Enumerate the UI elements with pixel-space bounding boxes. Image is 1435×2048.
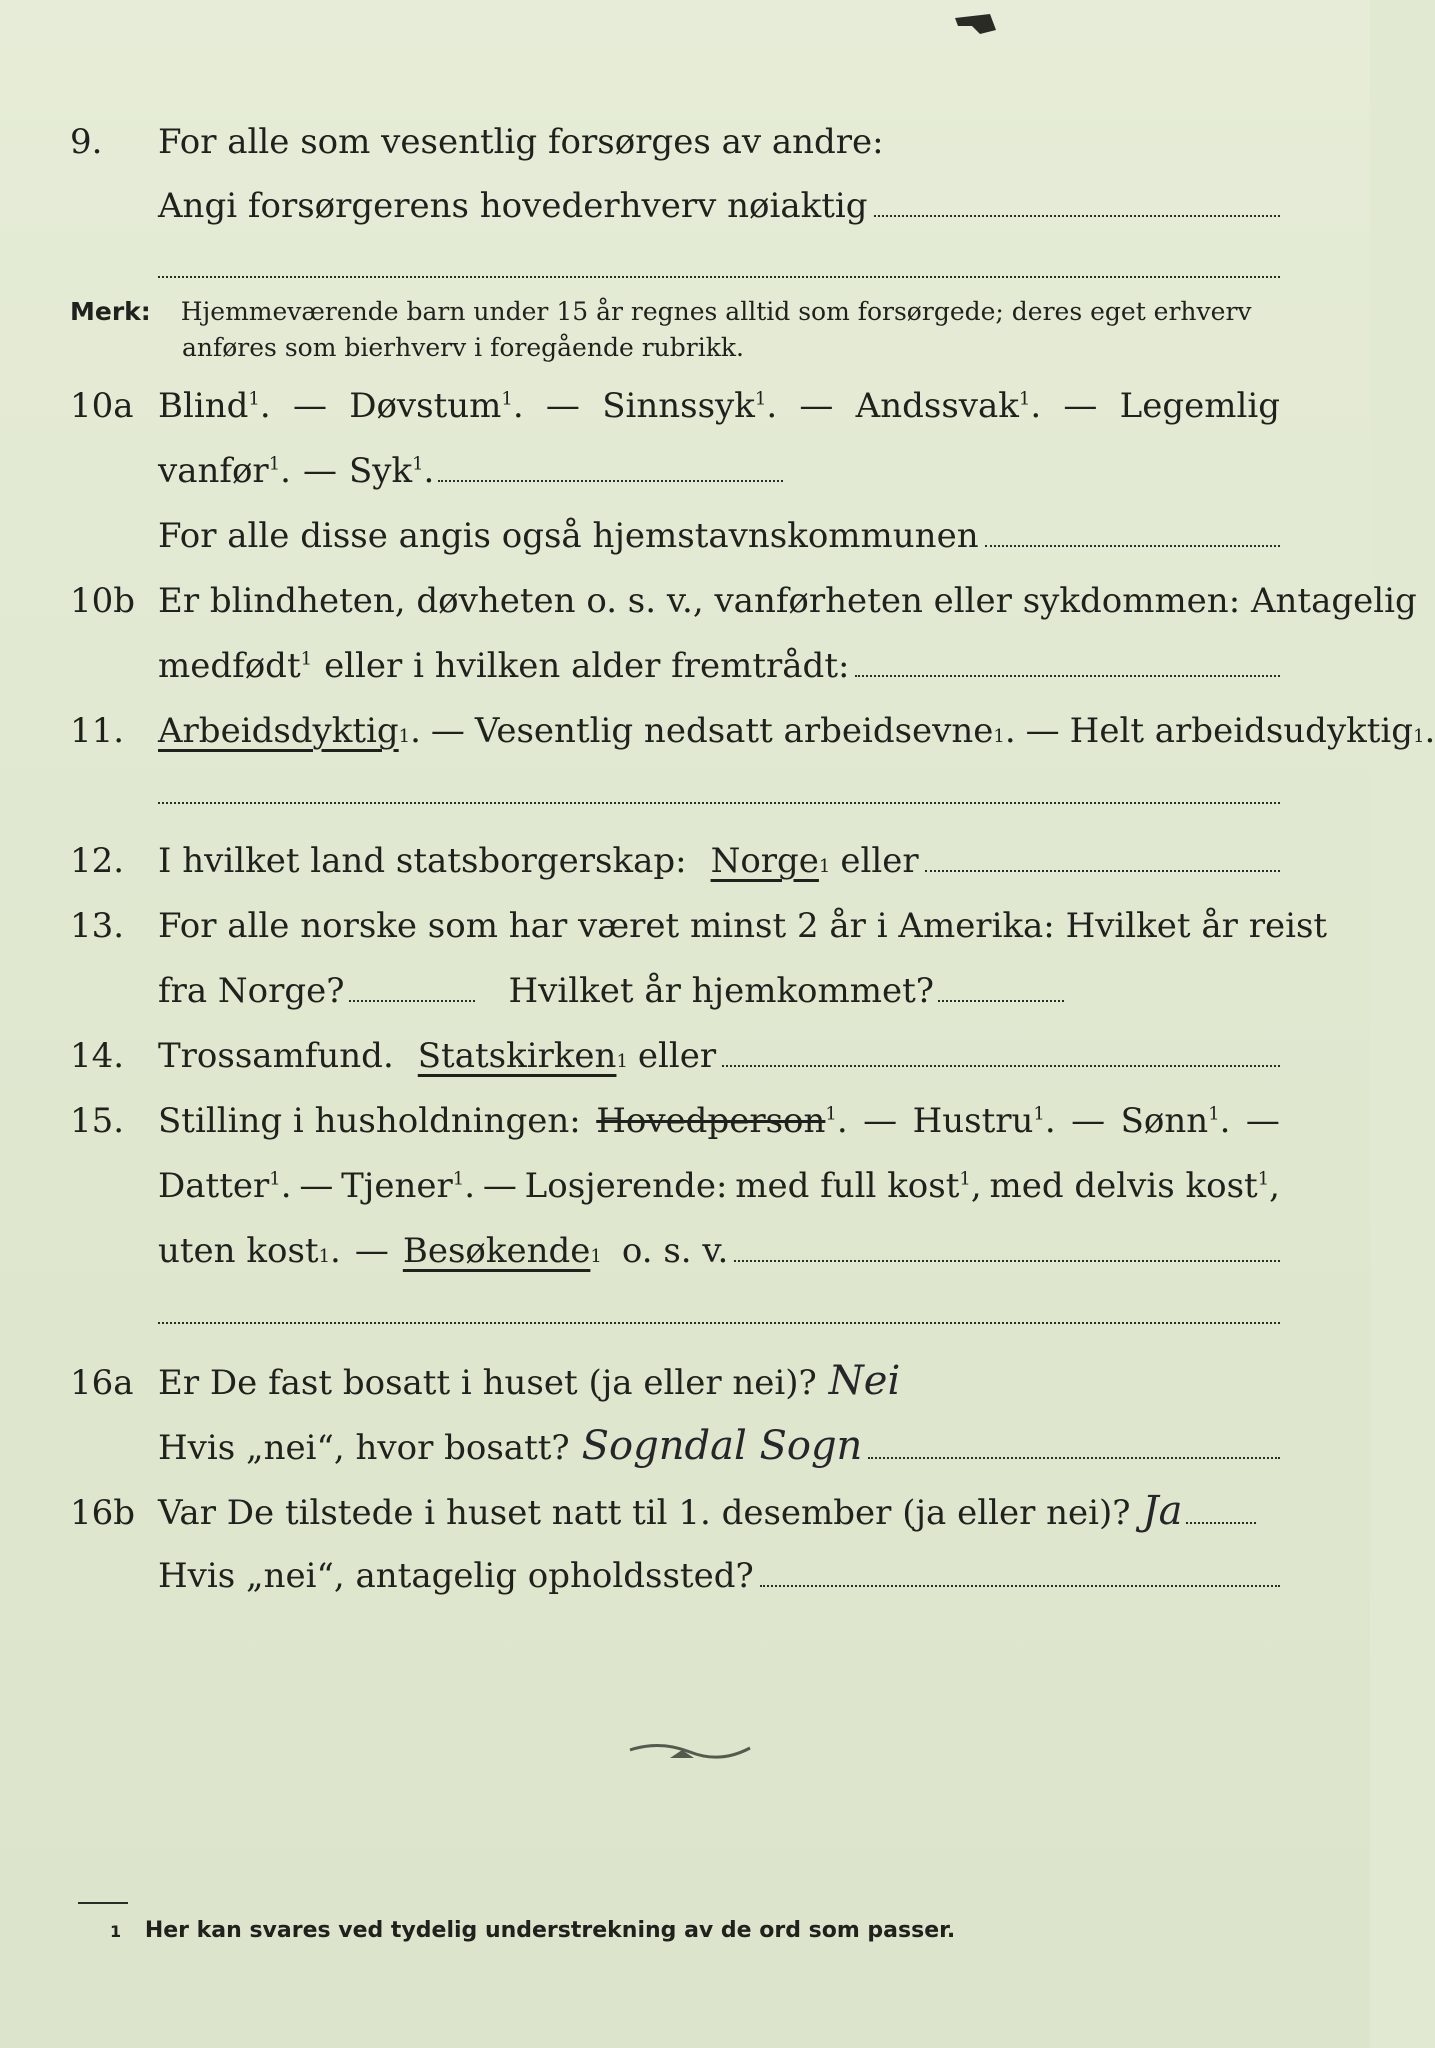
- option-helt-arbeidsudyktig[interactable]: Helt arbeidsudyktig: [1069, 711, 1414, 751]
- merk-note: [70, 294, 1280, 330]
- q10a-number: 10a: [70, 386, 134, 426]
- q10a-row-3: [70, 516, 1280, 556]
- q13-fra: fra Norge?: [158, 971, 345, 1011]
- option-datter[interactable]: Datter: [158, 1166, 270, 1206]
- q16b-handwritten-answer[interactable]: Ja: [1142, 1488, 1183, 1534]
- q15-row-1: 15. Stilling i husholdningen: Hovedperson$^1$. — Hustru$^1$. — Sønn$^1$. —: [70, 1101, 1280, 1141]
- q9-answer-field[interactable]: [874, 214, 1280, 217]
- q13-hjem-field[interactable]: [938, 999, 1064, 1002]
- q10b-row-2: medfødt$^1$ eller i hvilken alder fremtrådt:: [70, 646, 1280, 686]
- q10b-row-1: [70, 581, 1417, 621]
- merk-label: Merk:: [70, 297, 151, 326]
- option-dovstum[interactable]: Døvstum: [349, 386, 502, 426]
- option-hustru[interactable]: Hustru: [912, 1101, 1034, 1141]
- q11-row: 11. Arbeidsdyktig 1 . — Vesentlig nedsatt arbeidsevne 1 . — Helt arbeidsudyktig 1 .: [70, 711, 1435, 751]
- q10b-line1: Er blindheten, døvheten o. s. v., vanførheten eller sykdommen: Antagelig: [158, 581, 1417, 621]
- q10a-line3: For alle disse angis også hjemstavnskommunen: [158, 516, 979, 556]
- q14-row: 14. Trossamfund. Statskirken 1 eller: [70, 1036, 1280, 1076]
- q16a-row-1: [70, 1358, 1280, 1404]
- q13-number: 13.: [70, 906, 125, 946]
- option-delvis-kost[interactable]: med delvis kost: [989, 1166, 1258, 1206]
- q9-line1: For alle som vesentlig forsørges av andre:: [158, 122, 884, 162]
- q10a-row-1: 10a Blind$^1$. — Døvstum$^1$. — Sinnssyk$^1$. — Andssvak$^1$. — Legemlig: [70, 386, 1280, 426]
- q12-row: 12. I hvilket land statsborgerskap: Norge 1 eller: [70, 841, 1280, 881]
- option-medfodt[interactable]: medfødt: [158, 646, 301, 686]
- q13-hjem: Hvilket år hjemkommet?: [508, 971, 935, 1011]
- q15-row-2: Datter$^1$. — Tjener$^1$. — Losjerende: med full kost$^1$, med delvis kost$^1$,: [158, 1166, 1280, 1206]
- option-besokende[interactable]: Besøkende: [402, 1231, 591, 1271]
- q15-losjerende: Losjerende:: [524, 1166, 728, 1206]
- q15-separator: [158, 1322, 1280, 1324]
- q11-separator: [158, 802, 1280, 804]
- q9-row-2: [70, 186, 1280, 226]
- option-andssvak[interactable]: Andssvak: [855, 386, 1019, 426]
- q13-line1: For alle norske som har været minst 2 år i Amerika: Hvilket år reist: [158, 906, 1328, 946]
- option-statskirken[interactable]: Statskirken: [417, 1036, 617, 1076]
- q16a-line1: Er De fast bosatt i huset (ja eller nei)?: [158, 1363, 817, 1403]
- option-vesentlig-nedsatt[interactable]: Vesentlig nedsatt arbeidsevne: [474, 711, 994, 751]
- q9-line2: Angi forsørgerens hovederhverv nøiaktig: [158, 186, 868, 226]
- footnote-rule: [78, 1902, 128, 1904]
- q13-row-2: [70, 971, 1280, 1011]
- q13-fra-field[interactable]: [349, 999, 475, 1002]
- q16a-line2: Hvis „nei“, hvor bosatt?: [158, 1428, 570, 1468]
- merk-note-2: [182, 330, 1392, 366]
- q14-other-field[interactable]: [722, 1064, 1280, 1067]
- q14-number: 14.: [70, 1036, 125, 1076]
- q16a-handwritten-answer[interactable]: Nei: [828, 1358, 901, 1404]
- option-uten-kost[interactable]: uten kost: [158, 1231, 319, 1271]
- ink-smudge-bottom: [620, 1730, 760, 1770]
- q12-number: 12.: [70, 841, 125, 881]
- q16b-number: 16b: [70, 1493, 136, 1533]
- q16b-row-2: [70, 1556, 1280, 1596]
- q15-row-3: uten kost 1 . — Besøkende 1 o. s. v.: [70, 1231, 1280, 1271]
- q10b-number: 10b: [70, 581, 136, 621]
- q16b-line2: Hvis „nei“, antagelig opholdssted?: [158, 1556, 754, 1596]
- q10a-row-2: vanfør$^1$. — Syk$^1$.: [70, 451, 1280, 491]
- option-arbeidsdyktig[interactable]: Arbeidsdyktig: [158, 711, 399, 751]
- q15-other-field[interactable]: [734, 1259, 1280, 1262]
- q16b-place-field[interactable]: [760, 1584, 1280, 1587]
- q12-other-field[interactable]: [925, 869, 1280, 872]
- option-sonn[interactable]: Sønn: [1120, 1101, 1209, 1141]
- q16b-row-1: [70, 1488, 1280, 1534]
- q9-row-1: [70, 122, 1280, 162]
- footnote-text: Her kan svares ved tydelig understrekning av de ord som passer.: [144, 1918, 956, 1943]
- option-full-kost[interactable]: med full kost: [735, 1166, 960, 1206]
- q9-separator: [158, 276, 1280, 278]
- q11-number: 11.: [70, 711, 125, 751]
- q10b-line2: eller i hvilken alder fremtrådt:: [324, 646, 850, 686]
- q16a-handwritten-place[interactable]: Sogndal Sogn: [581, 1423, 863, 1469]
- merk-line1: Hjemmeværende barn under 15 år regnes alltid som forsørgede; deres eget erhverv: [180, 297, 1252, 326]
- q10a-kommune-field[interactable]: [985, 544, 1280, 547]
- option-legemlig[interactable]: Legemlig: [1119, 386, 1280, 426]
- q10b-answer-field[interactable]: [855, 674, 1280, 677]
- q14-tros: Trossamfund.: [158, 1036, 394, 1076]
- option-norge[interactable]: Norge: [710, 841, 819, 881]
- q13-row-1: [70, 906, 1328, 946]
- q16b-line1: Var De tilstede i huset natt til 1. desember (ja eller nei)?: [158, 1493, 1131, 1533]
- footnote: [110, 1918, 955, 1943]
- ink-blot-top: [950, 0, 1010, 40]
- q16a-number: 16a: [70, 1363, 134, 1403]
- q16a-row-2: [70, 1423, 1280, 1469]
- option-blind[interactable]: Blind: [158, 386, 249, 426]
- q15-number: 15.: [70, 1101, 125, 1141]
- q16a-place-field[interactable]: [868, 1456, 1280, 1459]
- merk-line2: anføres som bierhverv i foregående rubrikk.: [182, 333, 744, 362]
- option-vanfor[interactable]: vanfør: [158, 451, 269, 491]
- option-tjener[interactable]: Tjener: [341, 1166, 453, 1206]
- option-syk[interactable]: Syk: [348, 451, 413, 491]
- q9-number: 9.: [70, 122, 103, 162]
- q10a-syk-field[interactable]: [438, 479, 783, 482]
- q12-text: I hvilket land statsborgerskap:: [158, 841, 687, 881]
- footnote-mark: 1: [110, 1922, 122, 1941]
- q15-stilling: Stilling i husholdningen:: [158, 1101, 581, 1141]
- option-sinnssyk[interactable]: Sinnssyk: [602, 386, 755, 426]
- option-hovedperson[interactable]: Hovedperson: [596, 1101, 826, 1141]
